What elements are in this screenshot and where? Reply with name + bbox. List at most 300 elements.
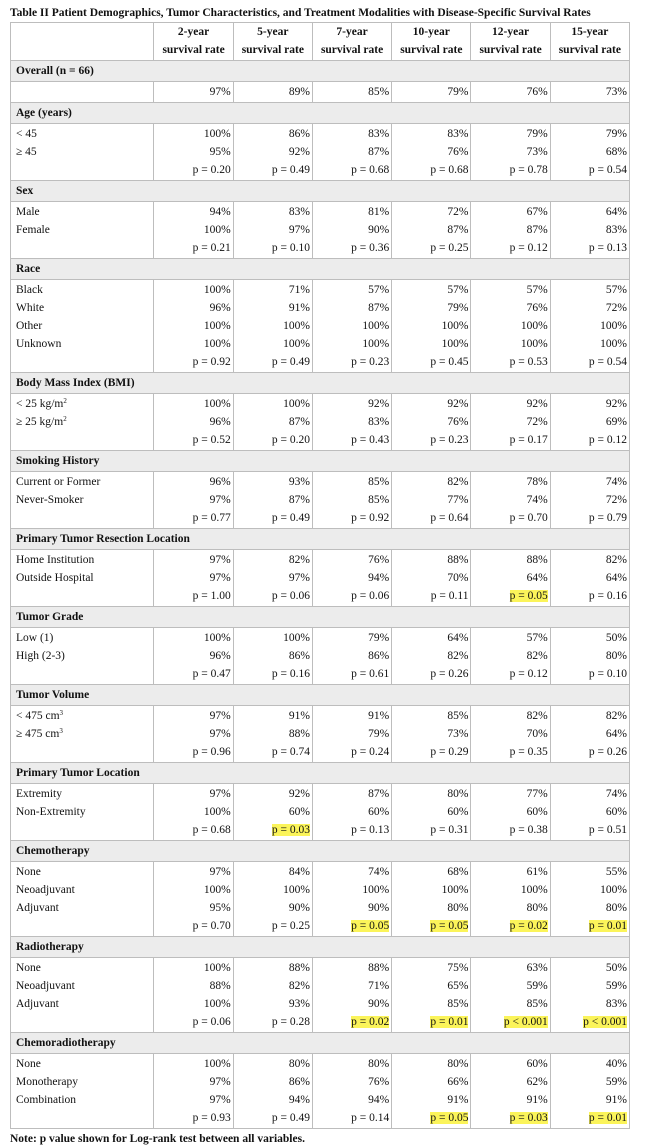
values-cell [471, 1054, 550, 1129]
survival-rate-value: 95% [209, 902, 231, 914]
p-value: p = 0.28 [271, 1016, 310, 1028]
survival-rate-value: 74% [605, 476, 627, 488]
p-value-line [473, 665, 547, 683]
values-cell [392, 1054, 471, 1129]
survival-rate-value: 100% [203, 806, 231, 818]
p-value: p = 0.05 [430, 920, 469, 932]
row-label: Adjuvant [16, 998, 59, 1010]
p-value-line [553, 239, 627, 257]
survival-table [10, 22, 630, 1129]
values-cell [312, 784, 391, 841]
p-value-line [553, 161, 627, 179]
survival-rate-value: 68% [605, 146, 627, 158]
survival-rate-value: 96% [209, 416, 231, 428]
p-value-line [553, 917, 627, 935]
p-value-line [394, 821, 468, 839]
values-cell [312, 82, 391, 103]
p-value-line [236, 743, 310, 761]
row-label: Non-Extremity [16, 806, 86, 818]
values-cell [233, 82, 312, 103]
group-header-row [11, 1033, 630, 1054]
p-value: p = 0.26 [588, 746, 627, 758]
p-value-line [315, 431, 389, 449]
p-value: p = 0.13 [588, 242, 627, 254]
group-title: Primary Tumor Resection Location [11, 529, 630, 550]
group-header-row [11, 61, 630, 82]
p-value-line [156, 1013, 230, 1031]
values-cell [312, 958, 391, 1033]
values-cell [550, 280, 629, 373]
p-value-line [315, 161, 389, 179]
p-value-line [553, 665, 627, 683]
survival-rate-value: 100% [203, 128, 231, 140]
values-cell [154, 1054, 233, 1129]
survival-rate-value: 80% [447, 788, 469, 800]
survival-rate-value: 97% [209, 866, 231, 878]
p-value-line [473, 917, 547, 935]
p-value: p = 0.61 [351, 668, 390, 680]
p-value-line [236, 821, 310, 839]
p-value: p = 0.38 [509, 824, 548, 836]
p-value: p = 0.23 [430, 434, 469, 446]
survival-rate-value: 100% [203, 284, 231, 296]
p-value-line [473, 587, 547, 605]
p-value-line [315, 587, 389, 605]
survival-rate-value: 62% [526, 1076, 548, 1088]
p-value: p = 0.70 [192, 920, 231, 932]
p-value: p = 0.77 [192, 512, 231, 524]
p-value-line [236, 161, 310, 179]
survival-rate-value: 78% [526, 476, 548, 488]
survival-rate-value: 100% [203, 632, 231, 644]
values-cell [233, 784, 312, 841]
values-cell [154, 784, 233, 841]
survival-rate-value: 91% [447, 1094, 469, 1106]
p-value: p = 0.20 [192, 164, 231, 176]
p-value-line [315, 239, 389, 257]
row-labels-cell [11, 394, 154, 451]
p-value: p = 0.26 [430, 668, 469, 680]
values-cell [392, 280, 471, 373]
survival-rate-value: 82% [447, 476, 469, 488]
p-value: p = 0.36 [351, 242, 390, 254]
row-label: None [16, 1058, 41, 1070]
survival-rate-value: 86% [288, 1076, 310, 1088]
p-value-line [553, 743, 627, 761]
survival-rate-value: 88% [209, 980, 231, 992]
row-label: Male [16, 206, 40, 218]
survival-rate-value: 100% [283, 884, 310, 896]
survival-rate-value: 92% [288, 788, 310, 800]
p-value-line [553, 509, 627, 527]
p-value-line [156, 743, 230, 761]
values-cell [471, 550, 550, 607]
values-cell [154, 862, 233, 937]
group-title: Chemoradiotherapy [11, 1033, 630, 1054]
p-value: p = 0.14 [351, 1112, 390, 1124]
p-value-line [315, 509, 389, 527]
survival-rate-value: 93% [288, 998, 310, 1010]
survival-rate-value: 59% [605, 980, 627, 992]
values-cell [154, 550, 233, 607]
p-value-line [156, 665, 230, 683]
survival-rate-value: 79% [447, 302, 469, 314]
survival-rate-value: 84% [288, 866, 310, 878]
table-row [11, 784, 630, 841]
survival-rate-value: 88% [368, 962, 390, 974]
values-cell [550, 550, 629, 607]
p-value-line [236, 509, 310, 527]
values-cell [312, 124, 391, 181]
p-value: p = 0.13 [351, 824, 390, 836]
survival-rate-value: 86% [368, 650, 390, 662]
survival-rate-value: 100% [203, 224, 231, 236]
p-value: p = 0.24 [351, 746, 390, 758]
p-value-line [473, 743, 547, 761]
p-value: p = 0.16 [271, 668, 310, 680]
survival-rate-value: 91% [605, 1094, 627, 1106]
survival-rate-value: 95% [209, 146, 231, 158]
group-title: Tumor Grade [11, 607, 630, 628]
survival-rate-value: 100% [203, 320, 231, 332]
p-value: p = 0.49 [271, 1112, 310, 1124]
survival-rate-value: 97% [209, 710, 231, 722]
p-value: p = 0.52 [192, 434, 231, 446]
survival-rate-value: 82% [288, 980, 310, 992]
survival-rate-value: 83% [605, 998, 627, 1010]
survival-rate-value: 94% [209, 206, 231, 218]
survival-rate-value: 100% [600, 884, 627, 896]
p-value: p = 0.05 [430, 1112, 469, 1124]
table-row [11, 472, 630, 529]
survival-rate-value: 57% [447, 284, 469, 296]
values-cell [550, 472, 629, 529]
p-value-line [394, 1109, 468, 1127]
values-cell [550, 628, 629, 685]
values-cell [471, 784, 550, 841]
p-value-line [394, 587, 468, 605]
row-label: < 25 $kg/m^2$ [16, 397, 67, 410]
p-value-line [315, 917, 389, 935]
p-value: p = 0.11 [430, 590, 469, 602]
survival-rate-value: 82% [605, 554, 627, 566]
survival-rate-value: 100% [600, 320, 627, 332]
survival-rate-value: 60% [447, 806, 469, 818]
row-labels-cell [11, 82, 154, 103]
p-value-line [156, 353, 230, 371]
survival-rate-value: 60% [288, 806, 310, 818]
p-value: p = 1.00 [192, 590, 231, 602]
p-value: p = 0.05 [509, 590, 548, 602]
survival-rate-value: 92% [368, 398, 390, 410]
values-cell [550, 958, 629, 1033]
group-title: Primary Tumor Location [11, 763, 630, 784]
header-2-year: 2-year survival rate [154, 23, 233, 61]
survival-rate-value: 80% [605, 650, 627, 662]
table-note: Note: p value shown for Log-rank test between all variables. [10, 1133, 305, 1145]
group-title: Sex [11, 181, 630, 202]
survival-rate-value: 70% [526, 728, 548, 740]
header-12-year: 12-year survival rate [471, 23, 550, 61]
row-label: Outside Hospital [16, 572, 94, 584]
survival-rate-value: 100% [283, 338, 310, 350]
survival-rate-value: 96% [209, 650, 231, 662]
group-title: Overall (n = 66) [11, 61, 630, 82]
survival-rate-value: 100% [520, 320, 548, 332]
table-row [11, 280, 630, 373]
p-value: p = 0.49 [271, 356, 310, 368]
values-cell [233, 550, 312, 607]
p-value: p = 0.02 [509, 920, 548, 932]
values-cell [471, 394, 550, 451]
row-labels-cell [11, 958, 154, 1033]
survival-rate-value: 72% [447, 206, 469, 218]
values-cell [312, 472, 391, 529]
p-value-line [553, 587, 627, 605]
values-cell [233, 958, 312, 1033]
survival-rate-value: 82% [288, 554, 310, 566]
survival-rate-value: 89% [288, 86, 310, 98]
survival-rate-value: 92% [526, 398, 548, 410]
survival-rate-value: 97% [209, 728, 231, 740]
survival-rate-value: 55% [605, 866, 627, 878]
survival-rate-value: 85% [368, 86, 390, 98]
group-header-row [11, 259, 630, 280]
row-label [16, 83, 151, 101]
survival-rate-value: 97% [288, 224, 310, 236]
survival-rate-value: 93% [288, 476, 310, 488]
group-title: Age (years) [11, 103, 630, 124]
values-cell [471, 202, 550, 259]
p-value-line [236, 917, 310, 935]
group-title: Race [11, 259, 630, 280]
row-labels-cell [11, 124, 154, 181]
p-value-line [236, 587, 310, 605]
values-cell [312, 706, 391, 763]
p-value-line [236, 1109, 310, 1127]
survival-rate-value: 90% [368, 998, 390, 1010]
survival-rate-value: 79% [526, 128, 548, 140]
survival-rate-value: 61% [526, 866, 548, 878]
row-label: Neoadjuvant [16, 884, 75, 896]
survival-rate-value: 87% [447, 224, 469, 236]
group-title: Smoking History [11, 451, 630, 472]
values-cell [154, 472, 233, 529]
survival-rate-value: 92% [605, 398, 627, 410]
survival-rate-value: 76% [447, 416, 469, 428]
survival-rate-value: 59% [526, 980, 548, 992]
values-cell [233, 280, 312, 373]
p-value-line [236, 665, 310, 683]
survival-rate-value: 40% [605, 1058, 627, 1070]
survival-rate-value: 97% [209, 554, 231, 566]
survival-rate-value: 83% [605, 224, 627, 236]
survival-rate-value: 97% [209, 494, 231, 506]
survival-rate-value: 100% [283, 632, 310, 644]
row-labels-cell [11, 784, 154, 841]
survival-rate-value: 100% [600, 338, 627, 350]
p-value: p = 0.20 [271, 434, 310, 446]
survival-rate-value: 97% [209, 1094, 231, 1106]
survival-rate-value: 94% [368, 1094, 390, 1106]
values-cell [550, 82, 629, 103]
group-title: Tumor Volume [11, 685, 630, 706]
values-cell [154, 628, 233, 685]
row-label: Combination [16, 1094, 77, 1106]
p-value-line [315, 743, 389, 761]
survival-rate-value: 57% [368, 284, 390, 296]
survival-rate-value: 73% [526, 146, 548, 158]
survival-rate-value: 100% [441, 338, 469, 350]
survival-rate-value: 100% [203, 1058, 231, 1070]
survival-rate-value: 80% [368, 1058, 390, 1070]
values-cell [471, 706, 550, 763]
table-row [11, 124, 630, 181]
p-value: p = 0.49 [271, 164, 310, 176]
values-cell [312, 394, 391, 451]
group-title: Body Mass Index (BMI) [11, 373, 630, 394]
survival-rate-value: 57% [526, 284, 548, 296]
p-value-line [394, 353, 468, 371]
p-value-line [156, 917, 230, 935]
group-header-row [11, 937, 630, 958]
survival-rate-value: 65% [447, 980, 469, 992]
p-value-line [315, 665, 389, 683]
group-header-row [11, 685, 630, 706]
row-labels-cell [11, 202, 154, 259]
group-header-row [11, 451, 630, 472]
survival-rate-value: 85% [526, 998, 548, 1010]
survival-rate-value: 100% [203, 884, 231, 896]
p-value-line [473, 821, 547, 839]
row-label: Black [16, 284, 43, 296]
p-value-line [236, 353, 310, 371]
survival-rate-value: 85% [447, 998, 469, 1010]
survival-rate-value: 100% [441, 884, 469, 896]
p-value: p = 0.23 [351, 356, 390, 368]
survival-rate-value: 76% [368, 554, 390, 566]
survival-rate-value: 50% [605, 962, 627, 974]
p-value: p = 0.25 [271, 920, 310, 932]
values-cell [312, 202, 391, 259]
survival-rate-value: 88% [526, 554, 548, 566]
survival-rate-value: 64% [447, 632, 469, 644]
survival-rate-value: 87% [288, 416, 310, 428]
p-value: p = 0.45 [430, 356, 469, 368]
survival-rate-value: 83% [368, 128, 390, 140]
values-cell [392, 862, 471, 937]
survival-rate-value: 87% [368, 146, 390, 158]
survival-rate-value: 67% [526, 206, 548, 218]
values-cell [392, 958, 471, 1033]
row-labels-cell [11, 550, 154, 607]
values-cell [154, 280, 233, 373]
survival-rate-value: 91% [288, 710, 310, 722]
p-value-line [473, 509, 547, 527]
group-header-row [11, 607, 630, 628]
header-row [11, 23, 630, 61]
values-cell [471, 862, 550, 937]
values-cell [154, 82, 233, 103]
p-value: p = 0.29 [430, 746, 469, 758]
row-label: High (2-3) [16, 650, 65, 662]
p-value: p = 0.03 [271, 824, 310, 836]
row-labels-cell [11, 472, 154, 529]
p-value-line [473, 353, 547, 371]
values-cell [550, 862, 629, 937]
p-value: p < 0.001 [583, 1016, 627, 1028]
p-value-line [236, 1013, 310, 1031]
p-value: p = 0.54 [588, 356, 627, 368]
values-cell [233, 1054, 312, 1129]
p-value: p = 0.49 [271, 512, 310, 524]
survival-rate-value: 74% [526, 494, 548, 506]
survival-rate-value: 88% [447, 554, 469, 566]
header-15-year: 15-year survival rate [550, 23, 629, 61]
header-empty [11, 23, 154, 61]
p-value-line [394, 917, 468, 935]
p-value: p = 0.16 [588, 590, 627, 602]
survival-rate-value: 73% [605, 86, 627, 98]
values-cell [471, 280, 550, 373]
table-row [11, 82, 630, 103]
p-value-line [236, 239, 310, 257]
group-header-row [11, 529, 630, 550]
table-row [11, 628, 630, 685]
row-label: Home Institution [16, 554, 95, 566]
row-label: Neoadjuvant [16, 980, 75, 992]
survival-rate-value: 100% [362, 320, 390, 332]
table-row [11, 1054, 630, 1129]
survival-rate-value: 82% [605, 710, 627, 722]
survival-rate-value: 60% [368, 806, 390, 818]
table-row [11, 550, 630, 607]
survival-rate-value: 97% [209, 1076, 231, 1088]
survival-rate-value: 81% [368, 206, 390, 218]
group-header-row [11, 841, 630, 862]
header-5-year: 5-year survival rate [233, 23, 312, 61]
group-header-row [11, 373, 630, 394]
survival-rate-value: 60% [605, 806, 627, 818]
values-cell [312, 280, 391, 373]
p-value: p = 0.70 [509, 512, 548, 524]
p-value-line [394, 161, 468, 179]
survival-rate-value: 68% [447, 866, 469, 878]
survival-rate-value: 72% [526, 416, 548, 428]
survival-rate-value: 91% [526, 1094, 548, 1106]
values-cell [154, 958, 233, 1033]
p-value: p < 0.001 [503, 1016, 548, 1028]
survival-rate-value: 64% [605, 206, 627, 218]
p-value-line [394, 239, 468, 257]
values-cell [233, 706, 312, 763]
p-value: p = 0.06 [271, 590, 310, 602]
header-10-year: 10-year survival rate [392, 23, 471, 61]
survival-rate-value: 76% [526, 302, 548, 314]
group-header-row [11, 103, 630, 124]
survival-rate-value: 85% [447, 710, 469, 722]
survival-rate-value: 97% [209, 572, 231, 584]
p-value: p = 0.51 [588, 824, 627, 836]
survival-rate-value: 80% [288, 1058, 310, 1070]
p-value-line [473, 431, 547, 449]
survival-rate-value: 75% [447, 962, 469, 974]
survival-rate-value: 82% [526, 710, 548, 722]
table-body [11, 61, 630, 1129]
survival-rate-value: 77% [447, 494, 469, 506]
survival-rate-value: 80% [605, 902, 627, 914]
table-caption: Table II Patient Demographics, Tumor Characteristics, and Treatment Modalities with Disease-Specific Survival Rates [10, 7, 591, 19]
